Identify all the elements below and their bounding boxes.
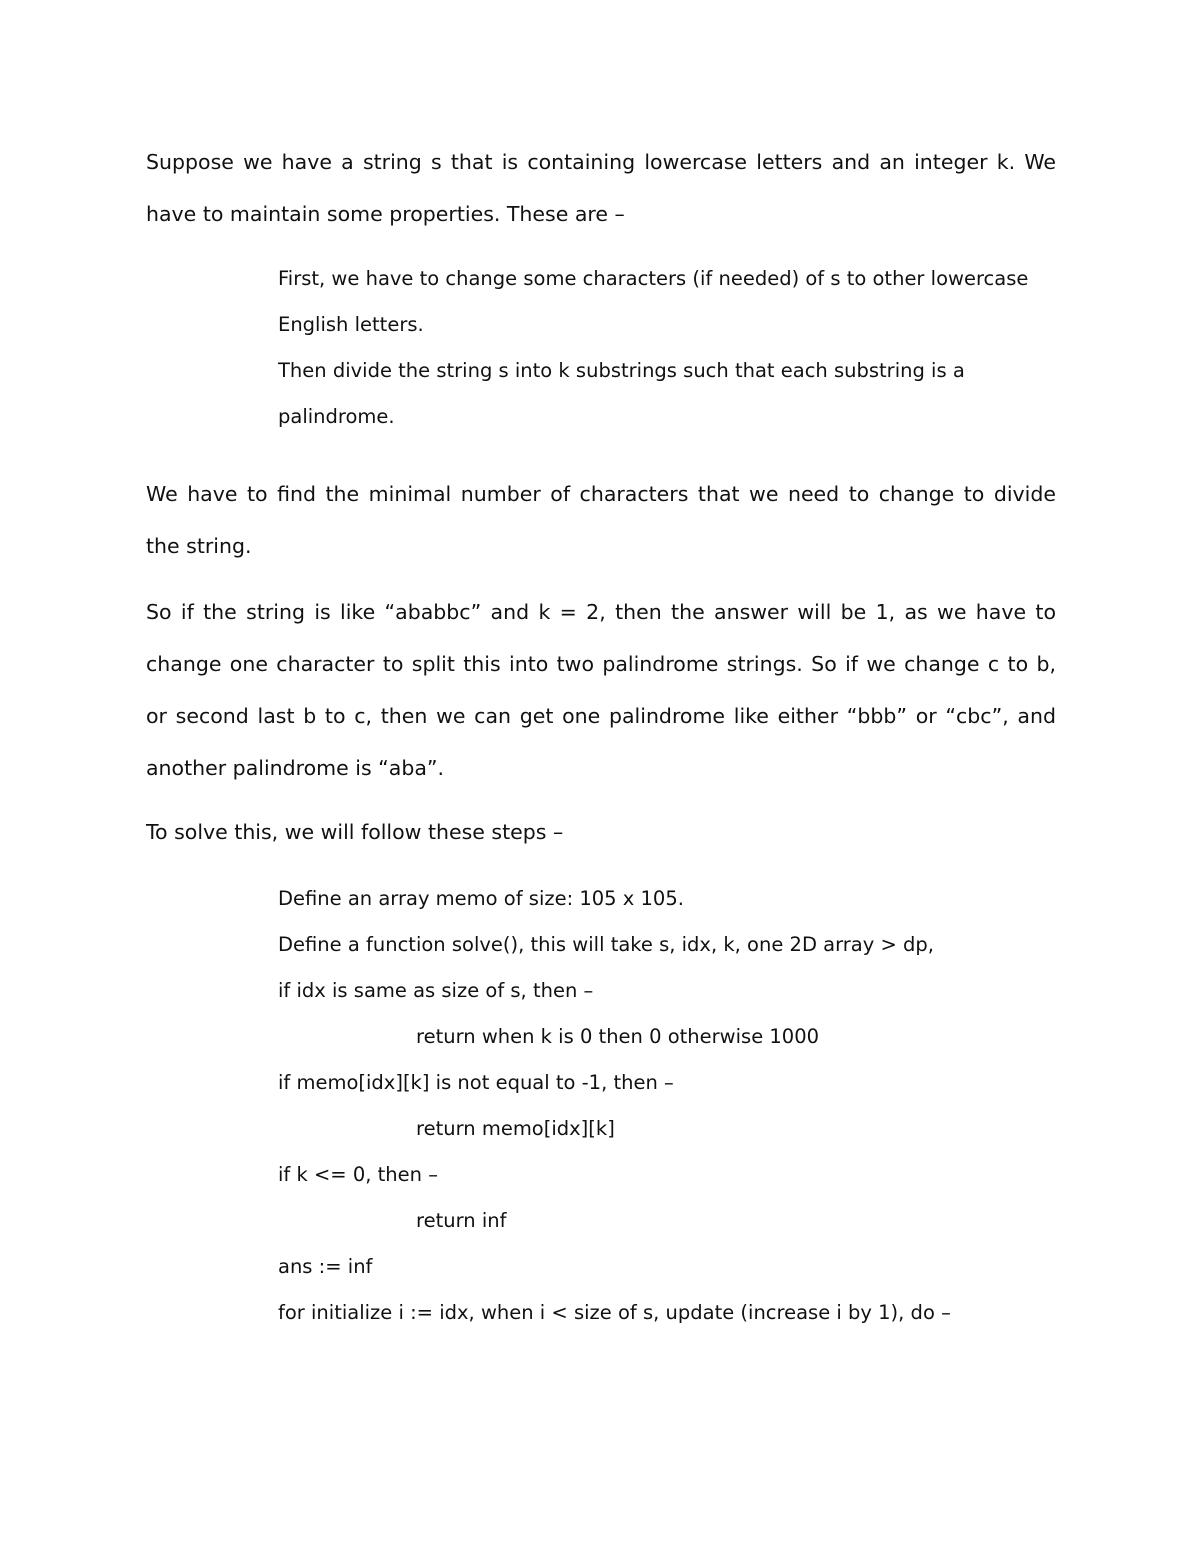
goal-paragraph xyxy=(146,468,1056,572)
property-line: English letters. xyxy=(278,313,424,336)
property-line: Then divide the string s into k substrings such that each substring is a xyxy=(278,359,965,382)
properties-block xyxy=(278,256,1058,440)
step-line: if memo[idx][k] is not equal to -1, then – xyxy=(278,1071,674,1094)
step-line: ans := inf xyxy=(278,1255,373,1278)
goal-line: We have to find the minimal number of characters that we need to change to divide xyxy=(146,482,1056,506)
intro-paragraph xyxy=(146,136,1056,240)
step-line-nested: return when k is 0 then 0 otherwise 1000 xyxy=(416,1025,820,1048)
step-line-nested: return memo[idx][k] xyxy=(416,1117,615,1140)
steps-intro-line: To solve this, we will follow these steps – xyxy=(146,820,564,844)
intro-line: have to maintain some properties. These are – xyxy=(146,202,625,226)
step-line: if idx is same as size of s, then – xyxy=(278,979,594,1002)
goal-line: the string. xyxy=(146,534,252,558)
intro-line: Suppose we have a string s that is containing lowercase letters and an integer k. We xyxy=(146,150,1056,174)
step-line-nested: return inf xyxy=(416,1209,507,1232)
steps-intro xyxy=(146,806,1056,858)
example-line: So if the string is like “ababbc” and k = 2, then the answer will be 1, as we have to xyxy=(146,600,1056,624)
example-line: change one character to split this into two palindrome strings. So if we change c to b, xyxy=(146,652,1056,676)
property-line: palindrome. xyxy=(278,405,395,428)
step-line: Define an array memo of size: 105 x 105. xyxy=(278,887,684,910)
steps-block xyxy=(278,876,1058,1336)
example-paragraph xyxy=(146,586,1056,794)
step-line: if k <= 0, then – xyxy=(278,1163,438,1186)
example-line: or second last b to c, then we can get one palindrome like either “bbb” or “cbc”, and xyxy=(146,704,1056,728)
step-line: for initialize i := idx, when i < size of s, update (increase i by 1), do – xyxy=(278,1301,951,1324)
property-line: First, we have to change some characters (if needed) of s to other lowercase xyxy=(278,267,1029,290)
step-line: Define a function solve(), this will take s, idx, k, one 2D array > dp, xyxy=(278,933,934,956)
example-line: another palindrome is “aba”. xyxy=(146,756,445,780)
